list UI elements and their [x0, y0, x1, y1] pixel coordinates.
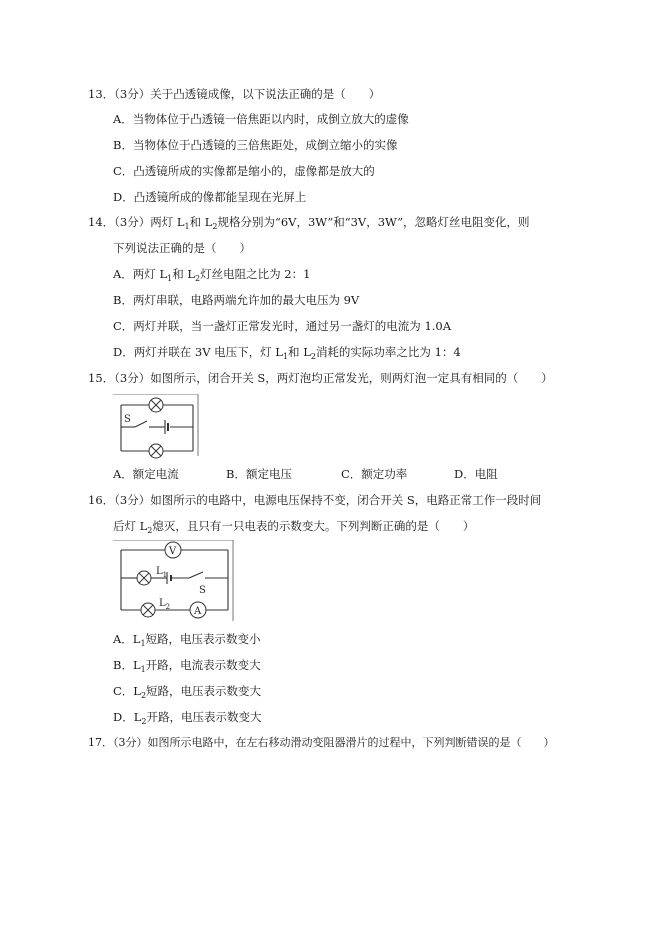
options-row-15: [113, 466, 583, 482]
question-number: 15．: [88, 371, 115, 385]
option-a: A．$L_1$短路，电压表示数变小: [113, 632, 261, 648]
voltmeter-label: V: [169, 546, 177, 557]
question-stem: （3分）如图所示的电路中，电源电压保持不变，闭合开关 S，电路正常工作一段时间: [114, 493, 542, 507]
option-b: B．$L_1$开路，电流表示数变大: [113, 658, 261, 674]
l2-label: $L_2$: [159, 598, 171, 611]
lamp-icon: [149, 444, 163, 458]
question-stem: （3分）关于凸透镜成像，以下说法正确的是（ ）: [114, 87, 381, 101]
question-stem: （3分）如图所示，闭合开关 S，两灯泡均正常发光，则两灯泡一定具有相同的（ ）: [114, 371, 553, 385]
option-d: D．两灯并联在 3V 电压下，灯 $L_1$和 $L_2$消耗的实际功率之比为 1：4: [113, 345, 461, 361]
circuit-diagram-15: [113, 394, 203, 460]
question-15: [88, 370, 553, 386]
lamp-icon: [149, 398, 163, 412]
option-b: B．两灯串联，电路两端允许加的最大电压为 9V: [113, 293, 360, 307]
question-16: [88, 492, 541, 508]
question-14-line2: 下列说法正确的是（ ）: [113, 241, 251, 255]
question-number: 16．: [88, 493, 115, 507]
option-c: C．凸透镜所成的实像都是缩小的，虚像都是放大的: [113, 164, 375, 178]
option-a: A．额定电流: [113, 467, 179, 481]
question-14: 14．（3分）两灯 $L_1$和 $L_2$规格分别为“6V，3W”和“3V，3W”，忽略灯丝电阻变化，则: [88, 215, 530, 231]
switch-label: S: [199, 585, 206, 596]
question-stem: （3分）如图所示电路中，在左右移动滑动变阻器滑片的过程中，下列判断错误的是（ ）: [113, 736, 555, 749]
option-d: D．电阻: [454, 467, 498, 481]
l1-label: $L_1$: [156, 566, 168, 579]
question-16-line2: 后灯 $L_2$熄灭，且只有一只电表的示数变大。下列判断正确的是（ ）: [113, 519, 475, 535]
option-a: A．两灯 $L_1$和 $L_2$灯丝电阻之比为 2：1: [113, 267, 311, 283]
question-13: [88, 86, 380, 102]
lamp-l2-icon: [141, 603, 155, 617]
option-c: C．两灯并联，当一盏灯正常发光时，通过另一盏灯的电流为 1.0A: [113, 319, 452, 333]
circuit-diagram-16: [113, 540, 237, 624]
ammeter-label: A: [194, 606, 202, 617]
question-number: 13．: [88, 87, 115, 101]
question-number: 14．: [88, 215, 115, 229]
option-c: C．额定功率: [341, 467, 408, 481]
option-b: B．额定电压: [226, 467, 292, 481]
lamp-l1-icon: [137, 571, 151, 585]
switch-label: S: [124, 414, 131, 425]
option-a: A．当物体位于凸透镜一倍焦距以内时，成倒立放大的虚像: [113, 112, 409, 126]
option-b: B．当物体位于凸透镜的三倍焦距处，成倒立缩小的实像: [113, 138, 398, 152]
option-d: D．凸透镜所成的像都能呈现在光屏上: [113, 190, 307, 204]
option-c: C．$L_2$短路，电压表示数变大: [113, 684, 262, 700]
option-d: D．$L_2$开路，电压表示数变大: [113, 710, 262, 726]
question-17: [88, 735, 555, 751]
question-number: 17．: [88, 736, 113, 749]
